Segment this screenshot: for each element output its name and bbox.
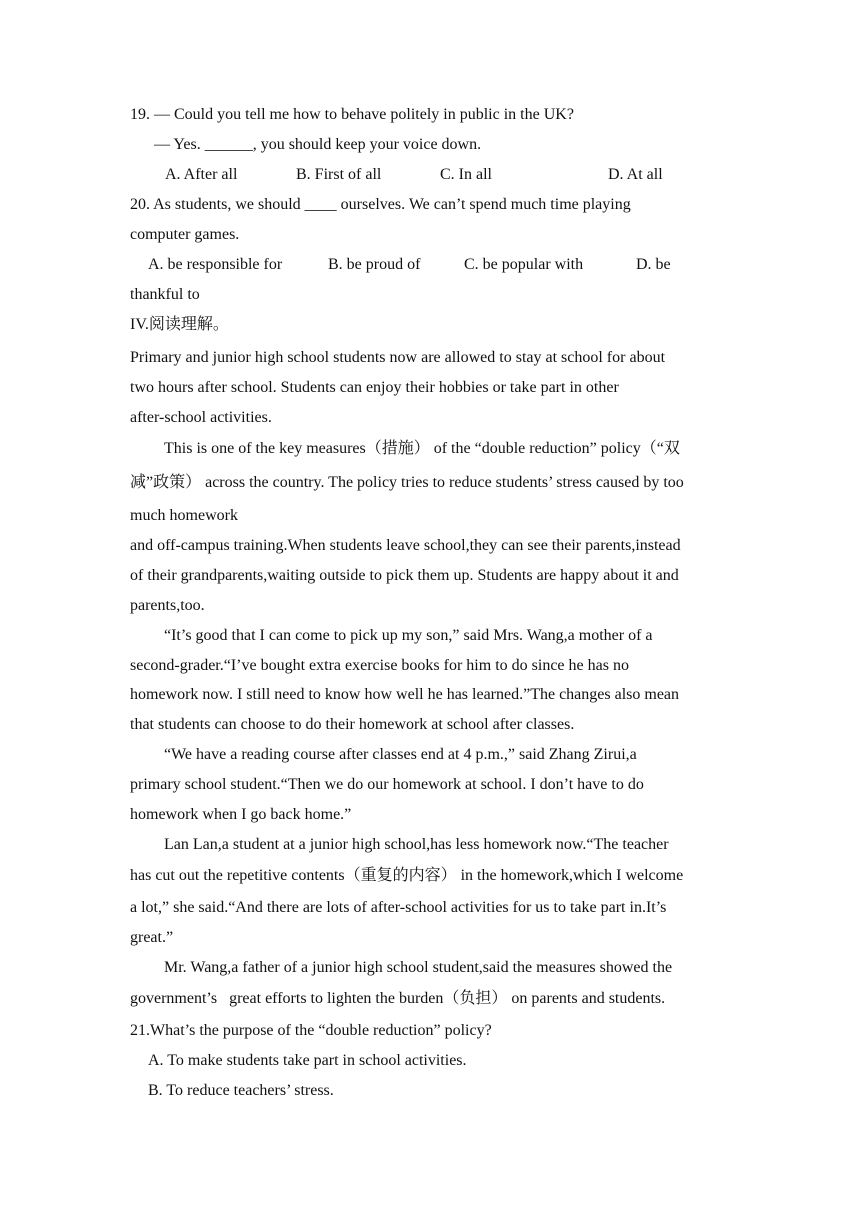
q20-option-d: D. be: [636, 256, 671, 273]
q19-question: 19. — Could you tell me how to behave politely in public in the UK?: [130, 106, 574, 123]
q20-option-b: B. be proud of: [328, 256, 421, 273]
passage-line: 减”政策） across the country. The policy tries to reduce students’ stress caused by too: [130, 474, 684, 491]
passage-line: “We have a reading course after classes end at 4 p.m.,” said Zhang Zirui,a: [164, 746, 637, 763]
passage-line: after-school activities.: [130, 409, 272, 426]
q19-option-d: D. At all: [608, 166, 663, 183]
q20-option-c: C. be popular with: [464, 256, 584, 273]
q21-option-a: A. To make students take part in school activities.: [148, 1052, 467, 1069]
passage-line: Lan Lan,a student at a junior high school,has less homework now.“The teacher: [164, 836, 669, 853]
passage-line: that students can choose to do their homework at school after classes.: [130, 716, 575, 733]
passage-line: This is one of the key measures（措施） of the “double reduction” policy（“双: [164, 440, 680, 457]
q19-option-c: C. In all: [440, 166, 492, 183]
passage-line: Primary and junior high school students now are allowed to stay at school for about: [130, 349, 666, 366]
q20-question-line1: 20. As students, we should ____ ourselves. We can’t spend much time playing: [130, 196, 631, 213]
passage-line: of their grandparents,waiting outside to pick them up. Students are happy about it and: [130, 567, 679, 584]
passage-line: government’s great efforts to lighten the burden（负担） on parents and students.: [130, 990, 666, 1007]
passage-line: homework when I go back home.”: [130, 806, 352, 823]
passage-line: Mr. Wang,a father of a junior high school student,said the measures showed the: [164, 959, 673, 976]
passage-line: great.”: [130, 929, 174, 946]
q19-option-b: B. First of all: [296, 166, 382, 183]
q20-option-d-continued: thankful to: [130, 286, 200, 303]
passage-line: and off-campus training.When students leave school,they can see their parents,instead: [130, 537, 681, 554]
passage-line: primary school student.“Then we do our homework at school. I don’t have to do: [130, 776, 644, 793]
passage-line: parents,too.: [130, 597, 205, 614]
passage-line: two hours after school. Students can enjoy their hobbies or take part in other: [130, 379, 619, 396]
passage-line: second-grader.“I’ve bought extra exercise books for him to do since he has no: [130, 657, 629, 674]
q19-answer: — Yes. ______, you should keep your voice down.: [154, 136, 482, 153]
q21-option-b: B. To reduce teachers’ stress.: [148, 1082, 334, 1099]
q20-question-line2: computer games.: [130, 226, 240, 243]
passage-line: “It’s good that I can come to pick up my son,” said Mrs. Wang,a mother of a: [164, 627, 653, 644]
passage-line: homework now. I still need to know how well he has learned.”The changes also mean: [130, 686, 680, 703]
passage-line: has cut out the repetitive contents（重复的内容） in the homework,which I welcome: [130, 867, 684, 884]
q20-option-a: A. be responsible for: [148, 256, 283, 273]
passage-line: much homework: [130, 507, 238, 524]
passage-line: a lot,” she said.“And there are lots of after-school activities for us to take part in.It’s: [130, 899, 667, 916]
q21-question: 21.What’s the purpose of the “double reduction” policy?: [130, 1022, 492, 1039]
q19-option-a: A. After all: [165, 166, 238, 183]
section-heading: IV.阅读理解。: [130, 316, 229, 333]
